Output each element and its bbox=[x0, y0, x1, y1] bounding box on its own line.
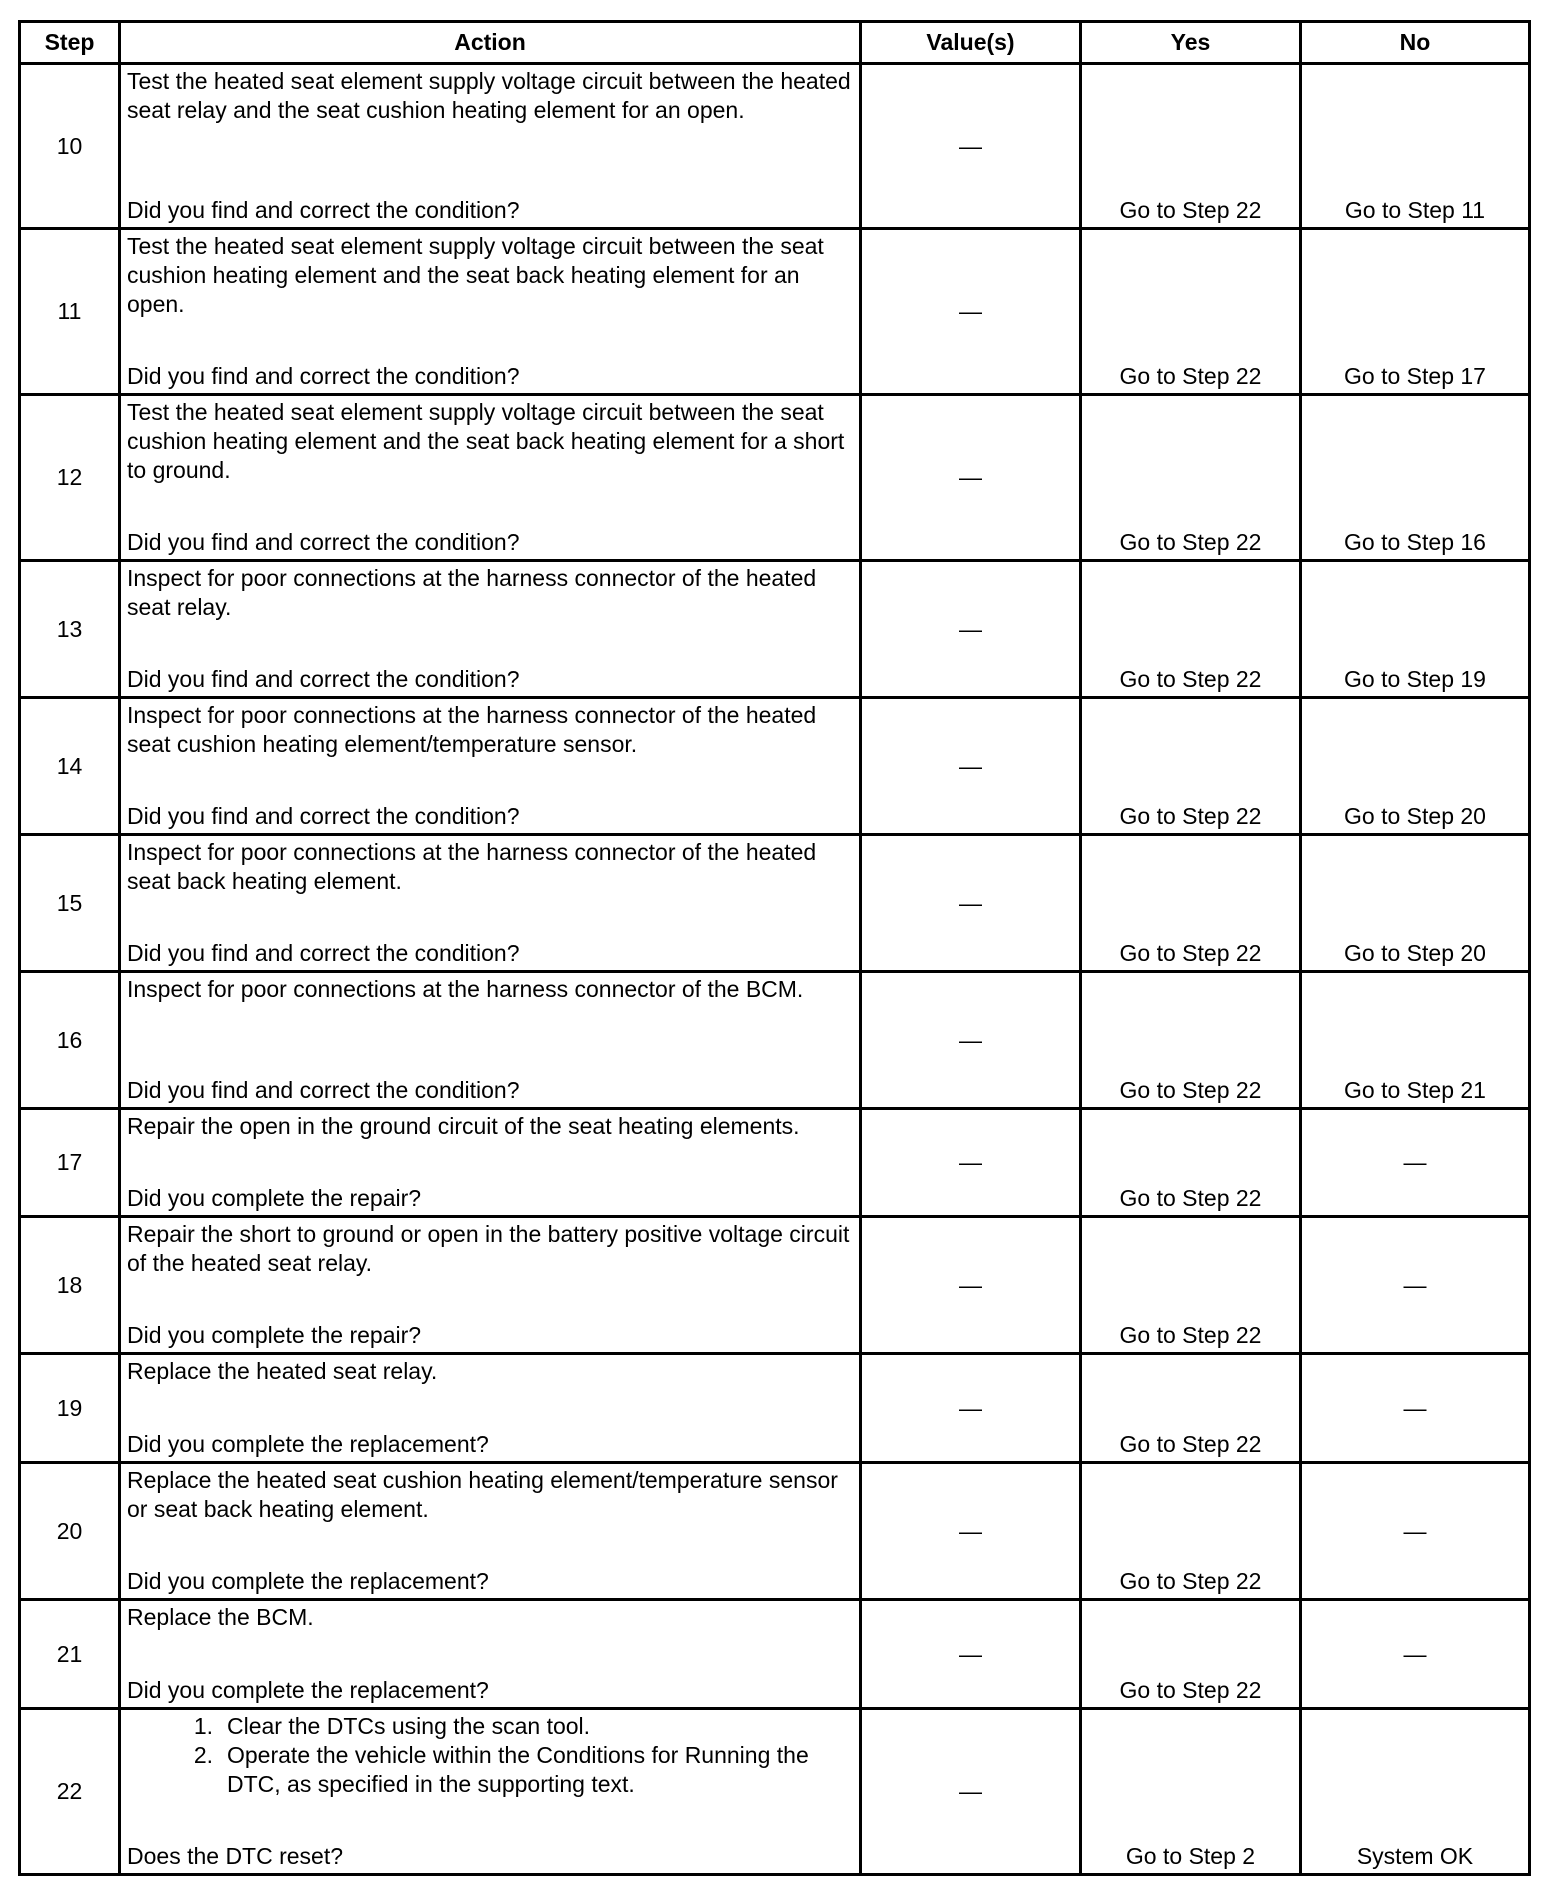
yes-goto-text: Go to Step 22 bbox=[1119, 1185, 1262, 1211]
yes-goto-text: Go to Step 22 bbox=[1119, 197, 1262, 223]
value-cell: — bbox=[861, 835, 1081, 972]
header-no: No bbox=[1301, 22, 1530, 64]
action-question: Did you find and correct the condition? bbox=[127, 363, 520, 389]
action-cell bbox=[120, 1600, 861, 1709]
action-text: Inspect for poor connections at the harness connector of the heated seat cushion heating element/temperature sensor. bbox=[127, 702, 817, 757]
table-row-step-16 bbox=[20, 972, 1530, 1109]
header-values: Value(s) bbox=[861, 22, 1081, 64]
value-cell: — bbox=[861, 1463, 1081, 1600]
step-number: 17 bbox=[20, 1109, 120, 1217]
value-cell: — bbox=[861, 1109, 1081, 1217]
action-cell bbox=[120, 1354, 861, 1463]
action-text: Replace the heated seat relay. bbox=[127, 1358, 438, 1384]
action-question: Did you find and correct the condition? bbox=[127, 803, 520, 829]
table-row-step-21 bbox=[20, 1600, 1530, 1709]
action-question: Did you find and correct the condition? bbox=[127, 666, 520, 692]
table-row-step-20 bbox=[20, 1463, 1530, 1600]
value-cell: — bbox=[861, 561, 1081, 698]
yes-goto-text: Go to Step 22 bbox=[1119, 940, 1262, 966]
value-cell: — bbox=[861, 698, 1081, 835]
yes-cell bbox=[1081, 698, 1301, 835]
action-cell bbox=[120, 1217, 861, 1354]
action-text: Test the heated seat element supply voltage circuit between the heated seat relay and the seat cushion heating element for an open. bbox=[127, 68, 851, 123]
action-text: Repair the short to ground or open in the battery positive voltage circuit of the heated seat relay. bbox=[127, 1221, 850, 1276]
no-cell bbox=[1301, 698, 1530, 835]
no-goto-text: Go to Step 19 bbox=[1344, 666, 1486, 692]
step-number: 10 bbox=[20, 64, 120, 229]
action-cell bbox=[120, 835, 861, 972]
value-cell: — bbox=[861, 1354, 1081, 1463]
list-item-number: 1. bbox=[193, 1713, 213, 1739]
diagnostic-table-page bbox=[18, 20, 1528, 1876]
action-cell bbox=[120, 1109, 861, 1217]
no-cell: — bbox=[1301, 1463, 1530, 1600]
no-goto-text: Go to Step 21 bbox=[1344, 1077, 1486, 1103]
yes-cell bbox=[1081, 561, 1301, 698]
action-text: Replace the BCM. bbox=[127, 1604, 314, 1630]
yes-goto-text: Go to Step 22 bbox=[1119, 1677, 1262, 1703]
action-steps-list bbox=[127, 1712, 853, 1799]
yes-goto-text: Go to Step 22 bbox=[1119, 1322, 1262, 1348]
value-cell: — bbox=[861, 64, 1081, 229]
table-row-step-22 bbox=[20, 1709, 1530, 1875]
no-cell bbox=[1301, 835, 1530, 972]
action-cell bbox=[120, 64, 861, 229]
action-cell bbox=[120, 229, 861, 395]
action-cell bbox=[120, 972, 861, 1109]
yes-goto-text: Go to Step 22 bbox=[1119, 363, 1262, 389]
action-cell bbox=[120, 1463, 861, 1600]
action-text: Inspect for poor connections at the harness connector of the heated seat back heating element. bbox=[127, 839, 817, 894]
step-number: 15 bbox=[20, 835, 120, 972]
header-step: Step bbox=[20, 22, 120, 64]
no-cell bbox=[1301, 1709, 1530, 1875]
action-text: Replace the heated seat cushion heating element/temperature sensor or seat back heating element. bbox=[127, 1467, 838, 1522]
action-text: Inspect for poor connections at the harness connector of the BCM. bbox=[127, 976, 804, 1002]
no-goto-text: System OK bbox=[1356, 1843, 1474, 1869]
action-question: Did you find and correct the condition? bbox=[127, 197, 520, 223]
table-row-step-13 bbox=[20, 561, 1530, 698]
table-row-step-14 bbox=[20, 698, 1530, 835]
action-cell bbox=[120, 561, 861, 698]
value-cell: — bbox=[861, 229, 1081, 395]
no-goto-text: Go to Step 17 bbox=[1344, 363, 1486, 389]
yes-cell bbox=[1081, 972, 1301, 1109]
no-goto-text: Go to Step 16 bbox=[1344, 529, 1486, 555]
no-cell bbox=[1301, 64, 1530, 229]
table-row-step-17 bbox=[20, 1109, 1530, 1217]
step-number: 16 bbox=[20, 972, 120, 1109]
no-cell bbox=[1301, 561, 1530, 698]
list-item-number: 2. bbox=[193, 1742, 213, 1768]
no-cell: — bbox=[1301, 1109, 1530, 1217]
yes-cell bbox=[1081, 1217, 1301, 1354]
no-goto-text: Go to Step 20 bbox=[1344, 940, 1486, 966]
yes-goto-text: Go to Step 22 bbox=[1119, 666, 1262, 692]
no-cell: — bbox=[1301, 1600, 1530, 1709]
table-row-step-11 bbox=[20, 229, 1530, 395]
diagnostic-step-table bbox=[18, 20, 1531, 1876]
yes-cell bbox=[1081, 64, 1301, 229]
action-question: Did you complete the repair? bbox=[127, 1185, 422, 1211]
no-cell bbox=[1301, 229, 1530, 395]
action-question: Does the DTC reset? bbox=[127, 1843, 344, 1869]
yes-goto-text: Go to Step 2 bbox=[1125, 1843, 1256, 1869]
table-row-step-18 bbox=[20, 1217, 1530, 1354]
action-question: Did you complete the repair? bbox=[127, 1322, 422, 1348]
action-question: Did you complete the replacement? bbox=[127, 1431, 489, 1457]
yes-cell bbox=[1081, 229, 1301, 395]
value-cell: — bbox=[861, 1709, 1081, 1875]
list-item bbox=[127, 1741, 853, 1799]
list-item-text: Clear the DTCs using the scan tool. bbox=[227, 1713, 591, 1739]
yes-goto-text: Go to Step 22 bbox=[1119, 1431, 1262, 1457]
yes-cell bbox=[1081, 1109, 1301, 1217]
yes-goto-text: Go to Step 22 bbox=[1119, 803, 1262, 829]
value-cell: — bbox=[861, 972, 1081, 1109]
value-cell: — bbox=[861, 395, 1081, 561]
action-question: Did you find and correct the condition? bbox=[127, 940, 520, 966]
step-number: 14 bbox=[20, 698, 120, 835]
yes-cell bbox=[1081, 1463, 1301, 1600]
action-text: Test the heated seat element supply voltage circuit between the seat cushion heating element and the seat back heating element for an open. bbox=[127, 233, 824, 317]
step-number: 22 bbox=[20, 1709, 120, 1875]
action-cell bbox=[120, 1709, 861, 1875]
table-row-step-12 bbox=[20, 395, 1530, 561]
step-number: 21 bbox=[20, 1600, 120, 1709]
action-question: Did you find and correct the condition? bbox=[127, 1077, 520, 1103]
action-question: Did you complete the replacement? bbox=[127, 1677, 489, 1703]
action-cell bbox=[120, 698, 861, 835]
action-question: Did you complete the replacement? bbox=[127, 1568, 489, 1594]
yes-goto-text: Go to Step 22 bbox=[1119, 529, 1262, 555]
yes-cell bbox=[1081, 395, 1301, 561]
no-cell: — bbox=[1301, 1217, 1530, 1354]
header-row bbox=[20, 22, 1530, 64]
step-number: 12 bbox=[20, 395, 120, 561]
list-item-text: Operate the vehicle within the Conditions for Running the DTC, as specified in the supporting text. bbox=[227, 1742, 809, 1797]
no-cell bbox=[1301, 972, 1530, 1109]
table-row-step-15 bbox=[20, 835, 1530, 972]
table-row-step-10 bbox=[20, 64, 1530, 229]
step-number: 19 bbox=[20, 1354, 120, 1463]
value-cell: — bbox=[861, 1600, 1081, 1709]
no-cell: — bbox=[1301, 1354, 1530, 1463]
table-row-step-19 bbox=[20, 1354, 1530, 1463]
header-yes: Yes bbox=[1081, 22, 1301, 64]
action-text: Repair the open in the ground circuit of the seat heating elements. bbox=[127, 1113, 800, 1139]
action-cell bbox=[120, 395, 861, 561]
step-number: 13 bbox=[20, 561, 120, 698]
yes-cell bbox=[1081, 1354, 1301, 1463]
yes-goto-text: Go to Step 22 bbox=[1119, 1568, 1262, 1594]
action-text: Test the heated seat element supply voltage circuit between the seat cushion heating element and the seat back heating element for a short to ground. bbox=[127, 399, 845, 483]
yes-goto-text: Go to Step 22 bbox=[1119, 1077, 1262, 1103]
no-goto-text: Go to Step 20 bbox=[1344, 803, 1486, 829]
action-question: Did you find and correct the condition? bbox=[127, 529, 520, 555]
list-item bbox=[127, 1712, 853, 1741]
action-text: Inspect for poor connections at the harness connector of the heated seat relay. bbox=[127, 565, 817, 620]
no-goto-text: Go to Step 11 bbox=[1344, 197, 1486, 223]
header-action: Action bbox=[120, 22, 861, 64]
value-cell: — bbox=[861, 1217, 1081, 1354]
yes-cell bbox=[1081, 835, 1301, 972]
step-number: 20 bbox=[20, 1463, 120, 1600]
yes-cell bbox=[1081, 1600, 1301, 1709]
no-cell bbox=[1301, 395, 1530, 561]
yes-cell bbox=[1081, 1709, 1301, 1875]
step-number: 11 bbox=[20, 229, 120, 395]
step-number: 18 bbox=[20, 1217, 120, 1354]
